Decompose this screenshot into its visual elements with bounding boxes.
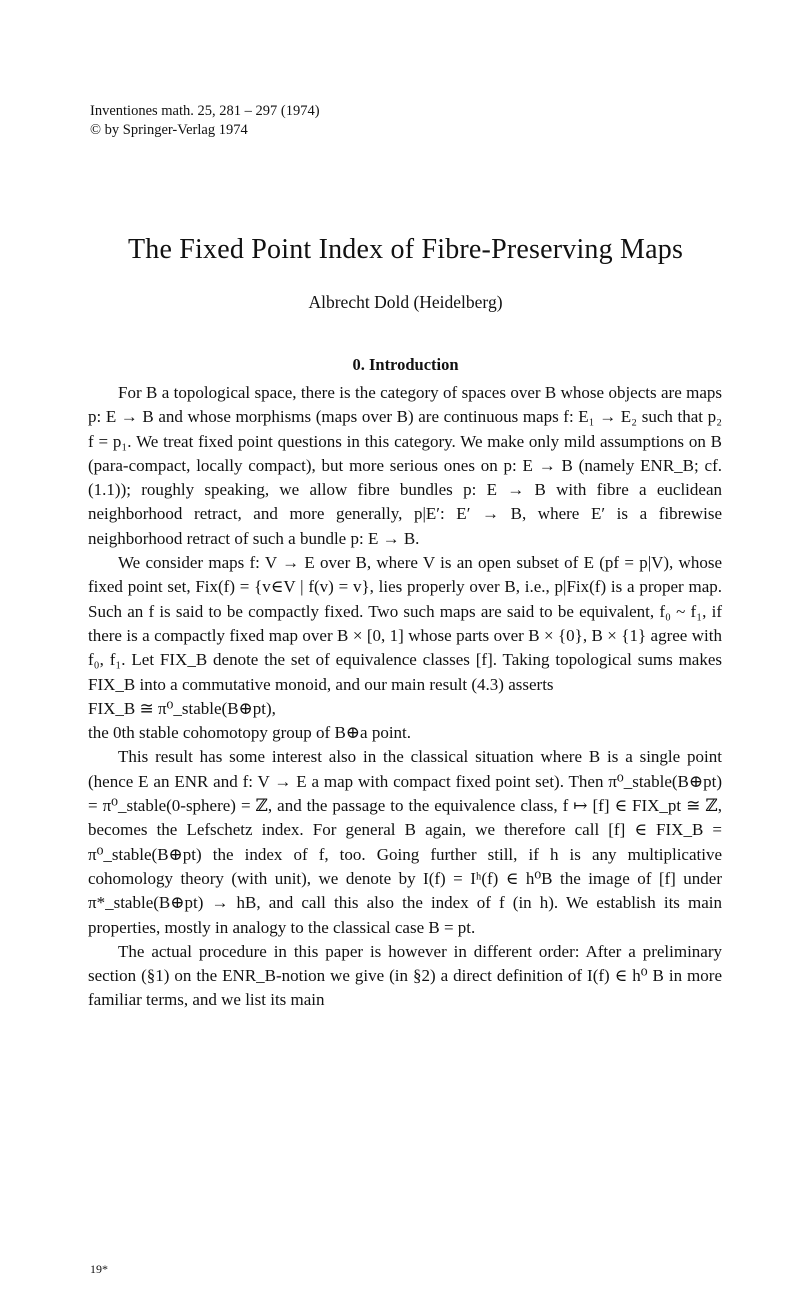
paragraph-5: The actual procedure in this paper is however in different order: After a preliminary section (§1) on the ENR_B-notion we give (in §2) a direct definition of I(f) ∈ h⁰ B in more familiar terms, and we list its main — [88, 941, 722, 1010]
copyright-line: © by Springer-Verlag 1974 — [90, 122, 248, 138]
paragraph-1: For B a topological space, there is the category of spaces over B whose objects are maps p: E → B and whose morphisms (maps over B) are continuous maps f: E₁ → E₂ such that p₂ f = p₁. We treat fixed point questions in this category. We make only mild assumptions on B (para-compact, locally compact), but more serious ones on p: E → B (namely ENR_B; cf. (1.1)); roughly speaking, we allow fibre bundles p: E → B with fibre a euclidean neighborhood retract, and more generally, p|E′: E′ → B, where E′ is a fibrewise neighborhood retract of such a bundle p: E → B. — [88, 383, 722, 548]
signature-mark: 19* — [90, 1262, 108, 1276]
author-line: Albrecht Dold (Heidelberg) — [308, 292, 503, 312]
main-formula: FIX_B ≅ π⁰_stable(B⊕pt), — [88, 698, 276, 718]
paragraph-3: the 0th stable cohomotopy group of B⊕a point. — [88, 723, 412, 743]
journal-citation: Inventiones math. 25, 281 – 297 (1974) — [90, 103, 320, 119]
paragraph-4: This result has some interest also in the classical situation where B is a single point (hence E an ENR and f: V → E a map with compact fixed point set). Then π⁰_stable(B⊕pt) = π⁰_stable(0-sphere) = ℤ, and the passage to the equivalence class, f ↦ [f] ∈ FIX_pt ≅ ℤ, becomes the Lefschetz index. For general B again, we therefore call [f] ∈ FIX_B = π⁰_stable(B⊕pt) the index of f, too. Going further still, if h is any multiplicative cohomology theory (with unit), we denote by I(f) = Iʰ(f) ∈ h⁰B the image of [f] under π*_stable(B⊕pt) → hB, and call this also the index of f (in h). We establish its main properties, mostly in analogy to the classical case B = pt. — [88, 747, 722, 937]
paper-title: The Fixed Point Index of Fibre-Preserving Maps — [127, 234, 684, 265]
body-text — [88, 381, 722, 1013]
paragraph-2: We consider maps f: V → E over B, where V is an open subset of E (pf = p|V), whose fixed point set, Fix(f) = {v∈V | f(v) = v}, lies properly over B, i.e., p|Fix(f) is a proper map. Such an f is said to be compactly fixed. Two such maps are said to be equivalent, f₀ ~ f₁, if there is a compactly fixed map over B × [0, 1] whose parts over B × {0}, B × {1} agree with f₀, f₁. Let FIX_B denote the set of equivalence classes [f]. Taking topological sums makes FIX_B into a commutative monoid, and our main result (4.3) asserts — [88, 553, 722, 694]
section-heading: 0. Introduction — [352, 355, 459, 374]
journal-header — [90, 102, 320, 140]
